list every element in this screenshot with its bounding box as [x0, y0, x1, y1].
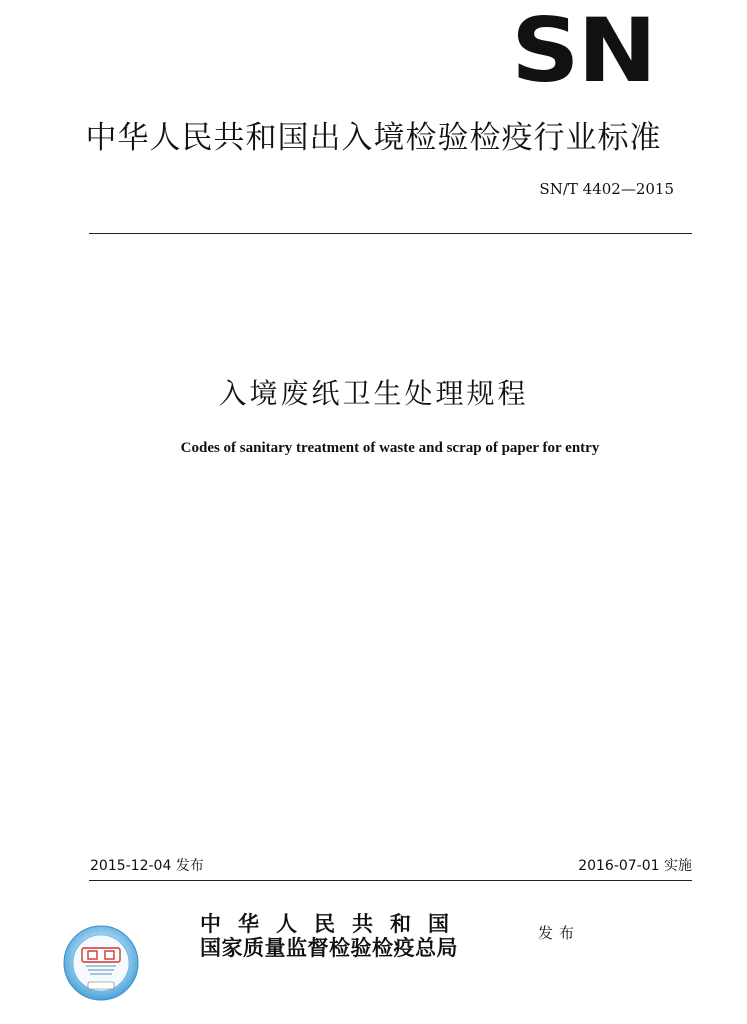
industry-standard-title: 中华人民共和国出入境检验检疫行业标准: [85, 120, 662, 156]
seal-graphic: [62, 924, 140, 1002]
document-title-english: Codes of sanitary treatment of waste and scrap of paper for entry: [180, 440, 600, 456]
issuer-block: [200, 912, 520, 960]
top-divider: [89, 233, 692, 234]
anti-counterfeit-seal: [62, 924, 140, 1002]
sn-logo: SN: [511, 0, 655, 102]
issue-date: 2015-12-04 发布: [90, 858, 204, 874]
standard-code: SN/T 4402—2015: [539, 180, 674, 198]
issuer-line-2: 国家质量监督检验检疫总局: [200, 935, 458, 960]
bottom-divider: [89, 880, 692, 881]
publish-label: 发布: [538, 924, 581, 942]
document-title-chinese: 入境废纸卫生处理规程: [218, 377, 529, 410]
effective-date: 2016-07-01 实施: [578, 858, 692, 874]
issuer-line-1: 中华人民共和国: [200, 911, 466, 936]
